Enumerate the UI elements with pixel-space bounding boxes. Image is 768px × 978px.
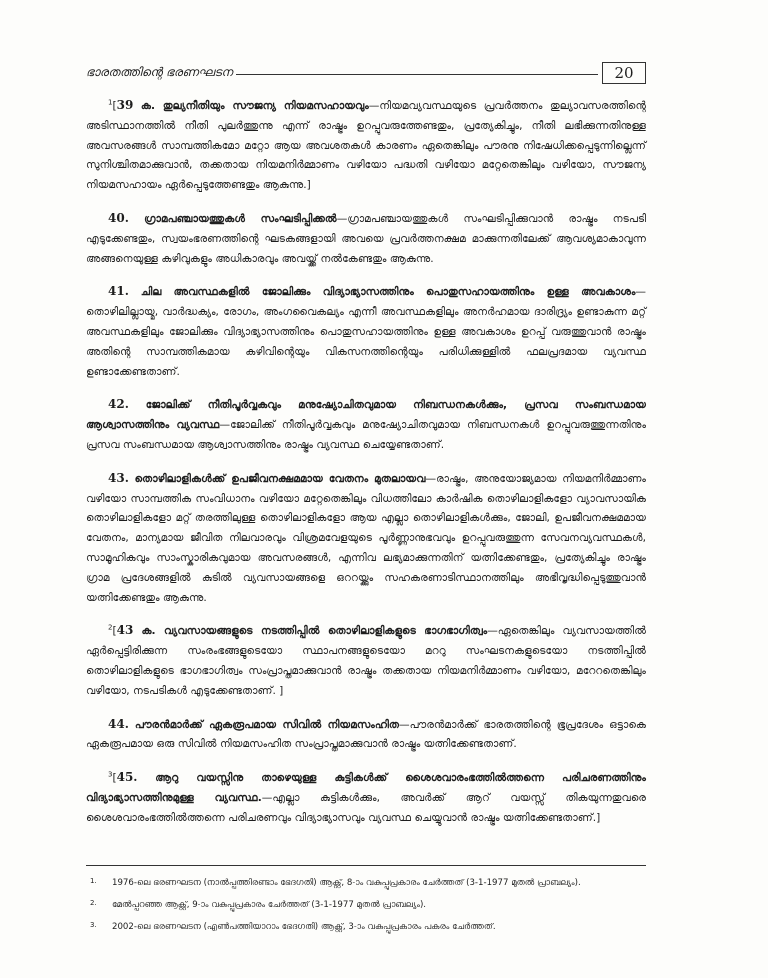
article-paragraph <box>86 715 646 756</box>
footnote-ref: 1 <box>108 98 113 107</box>
footnote-item <box>86 872 646 894</box>
footnote-mark: 2. <box>90 899 97 907</box>
article-paragraph <box>86 209 646 269</box>
footnote-item <box>86 894 646 916</box>
article-text: —തൊഴിലില്ലായ്മ, വാർദ്ധക്യം, രോഗം, അംഗവൈകല്യം എന്നീ അവസ്ഥകളിലും അനർഹമായ ദാരിദ്ര്യം ഉണ്ടാകുന്ന മറ്റ് അവസ്ഥകളിലും ജോലിക്കും വിദ്യാഭ്യാസത്തിനും പൊതുസഹായത്തിനും ഉള്ള അവകാശം ഉറപ്പ് വരുത്തുവാൻ രാഷ്ട്രം അതിന്റെ സാമ്പത്തികമായ കഴിവിന്റെയും വികസനത്തിന്റെയും പരിധിക്കുള്ളിൽ ഫലപ്രദമായ വ്യവസ്ഥ ഉണ്ടാക്കേണ്ടതാണ്. <box>86 286 647 378</box>
article-number: 39 <box>116 98 134 112</box>
article-text: —പൗരൻമാർക്ക് ഭാരതത്തിന്റെ ഭൂപ്രദേശം ഒട്ടാകെ ഏകരൂപമായ ഒരു സിവിൽ നിയമസംഹിത സംപ്രാപ്തമാക്കുവാൻ രാഷ്ട്രം യത്നിക്കേണ്ടതാണ്. <box>86 718 646 751</box>
footnotes <box>86 872 646 938</box>
open-bracket: [ <box>112 772 117 785</box>
footnote-mark: 1. <box>90 877 97 885</box>
document-body <box>86 96 646 842</box>
article-paragraph <box>86 282 646 382</box>
article-text: —നിയമവ്യവസ്ഥയുടെ പ്രവർത്തനം തുല്യാവസരത്തിന്റെ അടിസ്ഥാനത്തിൽ നീതി പുലർത്തുന്നു എന്ന് രാഷ്ട്രം ഉറപ്പുവരുത്തേണ്ടതും, പ്രത്യേകിച്ചും, നീതി ലഭിക്കുന്നതിനുള്ള അവസരങ്ങൾ സാമ്പത്തികമോ മറ്റോ ആയ അവശതകൾ കാരണം ഏതെങ്കിലും പൗരനു നിഷേധിക്കപ്പെടുന്നില്ലെന്ന് സുനിശ്ചിതമാക്കുവാൻ, തക്കതായ നിയമനിർമ്മാണം വഴിയോ പദ്ധതി വഴിയോ മറ്റേതെങ്കിലും വഴിയോ, സൗജന്യ നിയമസഹായം ഏർപ്പെടുത്തേണ്ടതും ആകുന്നു.] <box>86 100 646 192</box>
footnote-text: 1976-ലെ ഭരണഘടന (നാൽപ്പത്തിരണ്ടാം ഭേദഗതി) ആക്റ്റ്, 8-ാം വകുപ്പുപ്രകാരം ചേർത്തത് (3-1-1977 മുതൽ പ്രാബല്യം). <box>112 878 581 888</box>
open-bracket: [ <box>112 625 117 638</box>
open-bracket: [ <box>112 100 117 112</box>
article-title: ക. തുല്യനീതിയും സൗജന്യ നിയമസഹായവും <box>140 100 369 112</box>
article-number: 40. <box>108 210 129 225</box>
article-title: ചില അവസ്ഥകളിൽ ജോലിക്കും വിദ്യാഭ്യാസത്തിനും പൊതുസഹായത്തിനും ഉള്ള അവകാശം <box>140 286 636 299</box>
article-paragraph <box>86 395 646 455</box>
footnote-rule <box>86 865 646 866</box>
footnote-mark: 3. <box>90 921 97 929</box>
article-text: —ജോലിക്ക് നീതിപൂർവ്വകവും മനുഷ്യോചിതവുമായ നിബന്ധനകൾ ഉറപ്പുവരുത്തുന്നതിനും പ്രസവ സംബന്ധമായ ആശ്വാസത്തിനും രാഷ്ട്രം വ്യവസ്ഥ ചെയ്യേണ്ടതാണ്. <box>86 419 647 451</box>
article-number: 42. <box>108 397 129 412</box>
article-title: ആറു വയസ്സിനു താഴെയുള്ള കുട്ടികൾക്ക് ശൈശവാരംഭത്തിൽത്തന്നെ പരിചരണത്തിനും വിദ്യാഭ്യാസത്തിനുമുള്ള വ്യവസ്ഥ. <box>86 772 646 804</box>
article-text: —രാഷ്ട്രം, അനുയോജ്യമായ നിയമനിർമ്മാണം വഴിയോ സാമ്പത്തിക സംവിധാനം വഴിയോ മറ്റേതെങ്കിലും വിധത്തിലോ കാർഷിക തൊഴിലാളികളോ വ്യാവസായിക തൊഴിലാളികളോ മറ്റ് തരത്തിലുള്ള തൊഴിലാളികളോ ആയ എല്ലാ തൊഴിലാളികൾക്കും, ജോലി, ഉപജീവനക്ഷമമായ വേതനം, മാന്യമായ ജീവിത നിലവാരവും വിശ്രമവേളയുടെ പൂർണ്ണാനുഭവവും ഉറപ്പുവരുത്തുന്ന സേവനവ്യവസ്ഥകൾ, സാമൂഹികവും സാംസ്കാരികവുമായ അവസരങ്ങൾ, എന്നിവ ലഭ്യമാക്കുന്നതിന് യത്നിക്കേണ്ടതും, പ്രത്യേകിച്ചും രാഷ്ട്രം ഗ്രാമ പ്രദേശങ്ങളിൽ കുടിൽ വ്യവസായങ്ങളെ ഒററയ്ക്കും സഹകരണാടിസ്ഥാനത്തിലും അഭിവൃദ്ധിപ്പെടുത്തുവാൻ യത്നിക്കേണ്ടതും ആകുന്നു. <box>86 472 646 604</box>
article-number: 45. <box>116 770 138 785</box>
article-title: ഗ്രാമപഞ്ചായത്തുകൾ സംഘടിപ്പിക്കൽ <box>144 212 337 225</box>
article-text: —എല്ലാ കുട്ടികൾക്കും, അവർക്ക് ആറ് വയസ്സ് തികയുന്നതുവരെ ശൈശവാരംഭത്തിൽത്തന്നെ പരിചരണവും വിദ്യാഭ്യാസവും വ്യവസ്ഥ ചെയ്യുവാൻ രാഷ്ട്രം യത്നിക്കേണ്ടതാണ്.] <box>86 791 647 824</box>
article-paragraph <box>86 96 646 196</box>
footnote-text: മേൽപ്പറഞ്ഞ ആക്റ്റ്, 9-ാം വകുപ്പുപ്രകാരം ചേർത്തത് (3-1-1977 മുതൽ പ്രാബല്യം). <box>112 900 427 910</box>
footnote-text: 2002-ലെ ഭരണഘടന (എൺപത്തിയാറാം ഭേദഗതി) ആക്റ്റ്, 3-ാം വകുപ്പുപ്രകാരം പകരം ചേർത്തത്. <box>112 922 496 932</box>
header-rule <box>236 74 598 75</box>
article-paragraph <box>86 469 646 609</box>
footnote-ref: 3 <box>108 770 113 779</box>
article-title: ജോലിക്ക് നീതിപൂർവ്വകവും മനുഷ്യോചിതവുമായ നിബന്ധനകൾക്കും, പ്രസവ സംബന്ധമായ ആശ്വാസത്തിനും വ്യവസ്ഥ <box>86 399 646 432</box>
article-title: പൗരൻമാർക്ക് ഏകരൂപമായ സിവിൽ നിയമസംഹിത <box>134 718 399 731</box>
article-paragraph <box>86 768 646 828</box>
article-title: തൊഴിലാളികൾക്ക് ഉപജീവനക്ഷമമായ വേതനം മുതലായവ <box>134 472 426 485</box>
article-number: 43 <box>116 623 134 638</box>
running-title: ഭാരതത്തിന്റെ ഭരണഘടന <box>86 65 233 79</box>
article-number: 44. <box>108 716 129 731</box>
article-text: —ഏതെങ്കിലും വ്യവസായത്തിൽ ഏർപ്പെട്ടിരിക്കുന്ന സംരംഭങ്ങളുടെയോ സ്ഥാപനങ്ങളുടെയോ മററു സംഘടനകളുടെയോ നടത്തിപ്പിൽ തൊഴിലാളികളുടെ ഭാഗഭാഗിത്വം സംപ്രാപ്തമാക്കുവാൻ രാഷ്ട്രം തക്കതായ നിയമനിർമ്മാണം വഴിയോ, മറേറതെങ്കിലും വഴിയോ, നടപടികൾ എടുക്കേണ്ടതാണ്. ] <box>86 625 646 697</box>
article-title: ക. വ്യവസായങ്ങളുടെ നടത്തിപ്പിൽ തൊഴിലാളികളുടെ ഭാഗഭാഗിത്വം <box>141 625 488 638</box>
article-paragraph <box>86 621 646 701</box>
article-text: —ഗ്രാമപഞ്ചായത്തുകൾ സംഘടിപ്പിക്കുവാൻ രാഷ്ട്രം നടപടി എടുക്കേണ്ടതും, സ്വയംഭരണത്തിന്റെ ഘടകങ്ങളായി അവയെ പ്രവർത്തനക്ഷമ മാക്കുന്നതിലേക്ക് ആവശ്യമാകാവുന്ന അങ്ങനെയുള്ള കഴിവുകളും അധികാരവും അവയ്ക്ക് നൽകേണ്ടതും ആകുന്നു. <box>86 212 647 265</box>
article-number: 41. <box>108 284 129 299</box>
page-header <box>86 62 646 84</box>
page-number: 20 <box>602 62 646 84</box>
footnote-item <box>86 916 646 938</box>
article-number: 43. <box>108 470 129 485</box>
footnote-ref: 2 <box>108 623 113 632</box>
